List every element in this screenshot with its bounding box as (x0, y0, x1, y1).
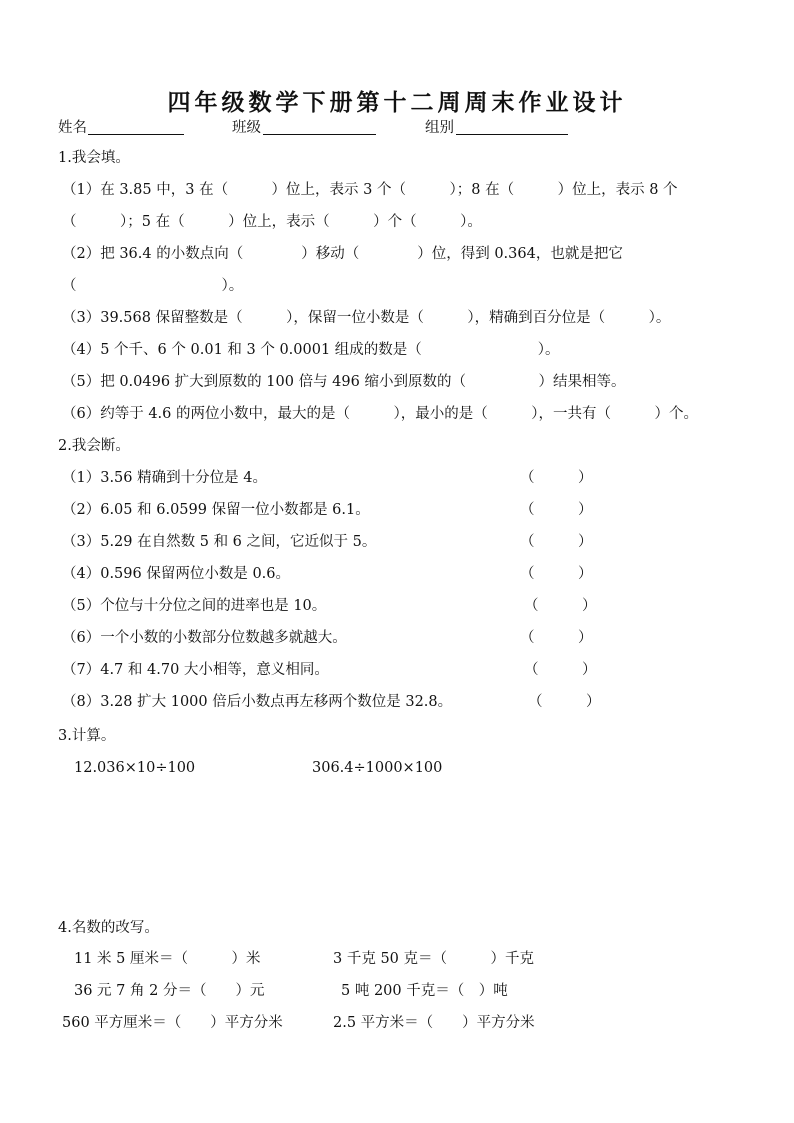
calc-expression-2: 306.4÷1000×100 (312, 760, 443, 776)
judge-answer-bracket[interactable]: （ ） (520, 502, 593, 518)
judge-item-text: （3）5.29 在自然数 5 和 6 之间，它近似于 5。 (62, 534, 377, 550)
calc-expression-1: 12.036×10÷100 (74, 760, 196, 776)
fill-item-line: （5）把 0.0496 扩大到原数的 100 倍与 496 缩小到原数的（ ）结果相等。 (62, 374, 626, 390)
conversion-item: 3 千克 50 克＝（ ）千克 (333, 951, 535, 967)
conversion-item: 560 平方厘米＝（ ）平方分米 (62, 1015, 283, 1031)
class-blank[interactable] (263, 134, 376, 135)
judge-item-text: （6）一个小数的小数部分位数越多就越大。 (62, 630, 347, 646)
fill-item-line: （3）39.568 保留整数是（ ），保留一位小数是（ ），精确到百分位是（ ）。 (62, 310, 671, 326)
fill-item-line: （ ）；5 在（ ）位上，表示（ ）个（ ）。 (62, 214, 482, 230)
judge-item-text: （8）3.28 扩大 1000 倍后小数点再左移两个数位是 32.8。 (62, 694, 453, 710)
judge-item-text: （2）6.05 和 6.0599 保留一位小数都是 6.1。 (62, 502, 370, 518)
judge-answer-bracket[interactable]: （ ） (520, 534, 593, 550)
name-label: 姓名 (58, 120, 87, 136)
judge-item-text: （5）个位与十分位之间的进率也是 10。 (62, 598, 327, 614)
page-title: 四年级数学下册第十二周周末作业设计 (167, 90, 627, 116)
judge-item-text: （7）4.7 和 4.70 大小相等，意义相同。 (62, 662, 329, 678)
section-3-heading: 3.计算。 (58, 728, 116, 744)
fill-item-line: （1）在 3.85 中，3 在（ ）位上，表示 3 个（ ）；8 在（ ）位上，表示 8 个 (62, 182, 678, 198)
conversion-item: 11 米 5 厘米＝（ ）米 (74, 951, 261, 967)
fill-item-line: （4）5 个千、6 个 0.01 和 3 个 0.0001 组成的数是（ ）。 (62, 342, 560, 358)
judge-answer-bracket[interactable]: （ ） (520, 470, 593, 486)
class-label: 班级 (232, 120, 261, 136)
group-blank[interactable] (456, 134, 568, 135)
section-2-heading: 2.我会断。 (58, 438, 130, 454)
conversion-item: 36 元 7 角 2 分＝（ ）元 (74, 983, 265, 999)
judge-answer-bracket[interactable]: （ ） (520, 566, 593, 582)
section-4-heading: 4.名数的改写。 (58, 920, 159, 936)
judge-answer-bracket[interactable]: （ ） (524, 662, 597, 678)
judge-item-text: （4）0.596 保留两位小数是 0.6。 (62, 566, 291, 582)
section-1-heading: 1.我会填。 (58, 150, 130, 166)
group-label: 组别 (425, 120, 454, 136)
judge-answer-bracket[interactable]: （ ） (524, 598, 597, 614)
fill-item-line: （ ）。 (62, 278, 244, 294)
fill-item-line: （2）把 36.4 的小数点向（ ）移动（ ）位，得到 0.364，也就是把它 (62, 246, 623, 262)
name-blank[interactable] (88, 134, 184, 135)
judge-answer-bracket[interactable]: （ ） (520, 630, 593, 646)
fill-item-line: （6）约等于 4.6 的两位小数中，最大的是（ ），最小的是（ ），一共有（ ）个。 (62, 406, 698, 422)
judge-item-text: （1）3.56 精确到十分位是 4。 (62, 470, 267, 486)
judge-answer-bracket[interactable]: （ ） (528, 694, 601, 710)
conversion-item: 5 吨 200 千克＝（ ）吨 (341, 983, 508, 999)
conversion-item: 2.5 平方米＝（ ）平方分米 (333, 1015, 535, 1031)
